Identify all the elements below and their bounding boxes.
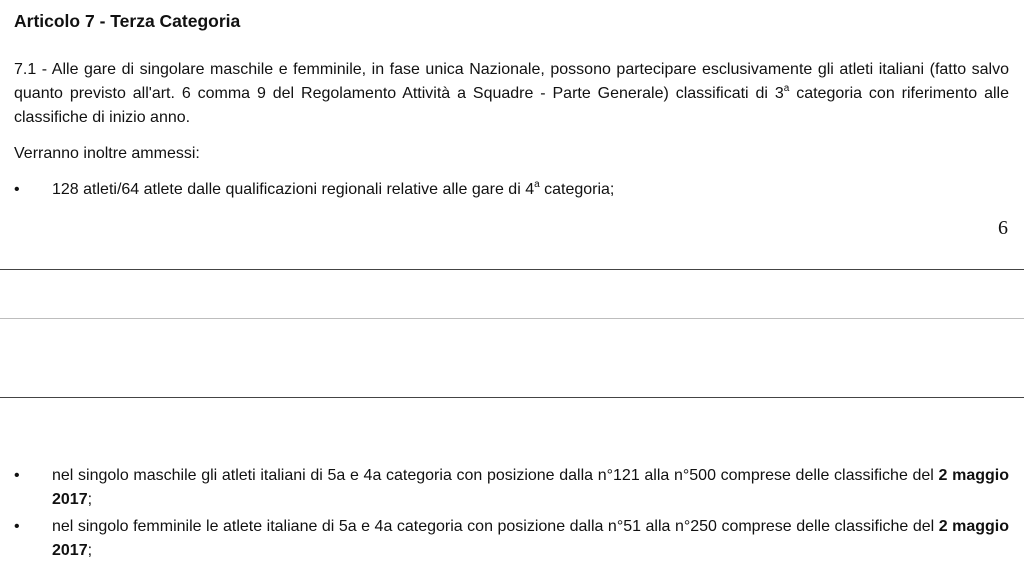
bullet-dot-icon: • xyxy=(14,467,20,484)
bullet-1-superscript: a xyxy=(534,179,540,190)
paragraph-7-1 xyxy=(14,58,1009,130)
bullet-dot-icon: • xyxy=(14,518,20,535)
bullet-item-qualifications xyxy=(14,178,1009,202)
article-heading: Articolo 7 - Terza Categoria xyxy=(14,11,241,31)
bullet-3-text: nel singolo femminile le atlete italiane di 5a e 4a categoria con posizione dalla n°51 alla n°250 comprese delle classifiche del xyxy=(52,518,939,535)
paragraph-7-1-superscript: a xyxy=(783,83,790,94)
bullet-item-female-singles-text xyxy=(52,515,1009,563)
page-break-line-bottom xyxy=(0,397,1024,398)
bullet-2-date: 2 maggio 2017 xyxy=(52,467,1009,508)
page-break-line-top xyxy=(0,269,1024,270)
bullet-item-qualifications-text xyxy=(52,178,1009,202)
bullet-2-text-end: ; xyxy=(87,491,93,508)
page-gap-line xyxy=(0,318,1024,319)
bullet-1-text-end: categoria; xyxy=(539,181,615,198)
page-number: 6 xyxy=(998,217,1008,239)
bullet-dot-icon: • xyxy=(14,181,20,198)
bullet-item-male-singles-text xyxy=(52,464,1009,512)
bullet-2-text: nel singolo maschile gli atleti italiani di 5a e 4a categoria con posizione dalla n°121 alla n°500 comprese delle classifiche del xyxy=(52,467,939,484)
paragraph-7-1-text: 7.1 - Alle gare di singolare maschile e femminile, in fase unica Nazionale, possono partecipare esclusivamente gli atleti italiani (fatto salvo quanto previsto all'art. 6 comma 9 del Regolamento Attività a Squadre - Parte Generale) classificati di 3 xyxy=(14,61,1009,102)
bullet-3-date: 2 maggio 2017 xyxy=(52,518,1010,559)
bullet-1-text: 128 atleti/64 atlete dalle qualificazioni regionali relative alle gare di 4 xyxy=(52,181,535,198)
bullet-item-male-singles xyxy=(14,464,1009,512)
bullet-3-text-end: ; xyxy=(87,542,93,559)
bullet-item-female-singles xyxy=(14,515,1009,563)
admitted-intro: Verranno inoltre ammessi: xyxy=(14,145,200,162)
paragraph-7-1-text-end: categoria con riferimento alle classifiche di inizio anno. xyxy=(14,85,1009,126)
